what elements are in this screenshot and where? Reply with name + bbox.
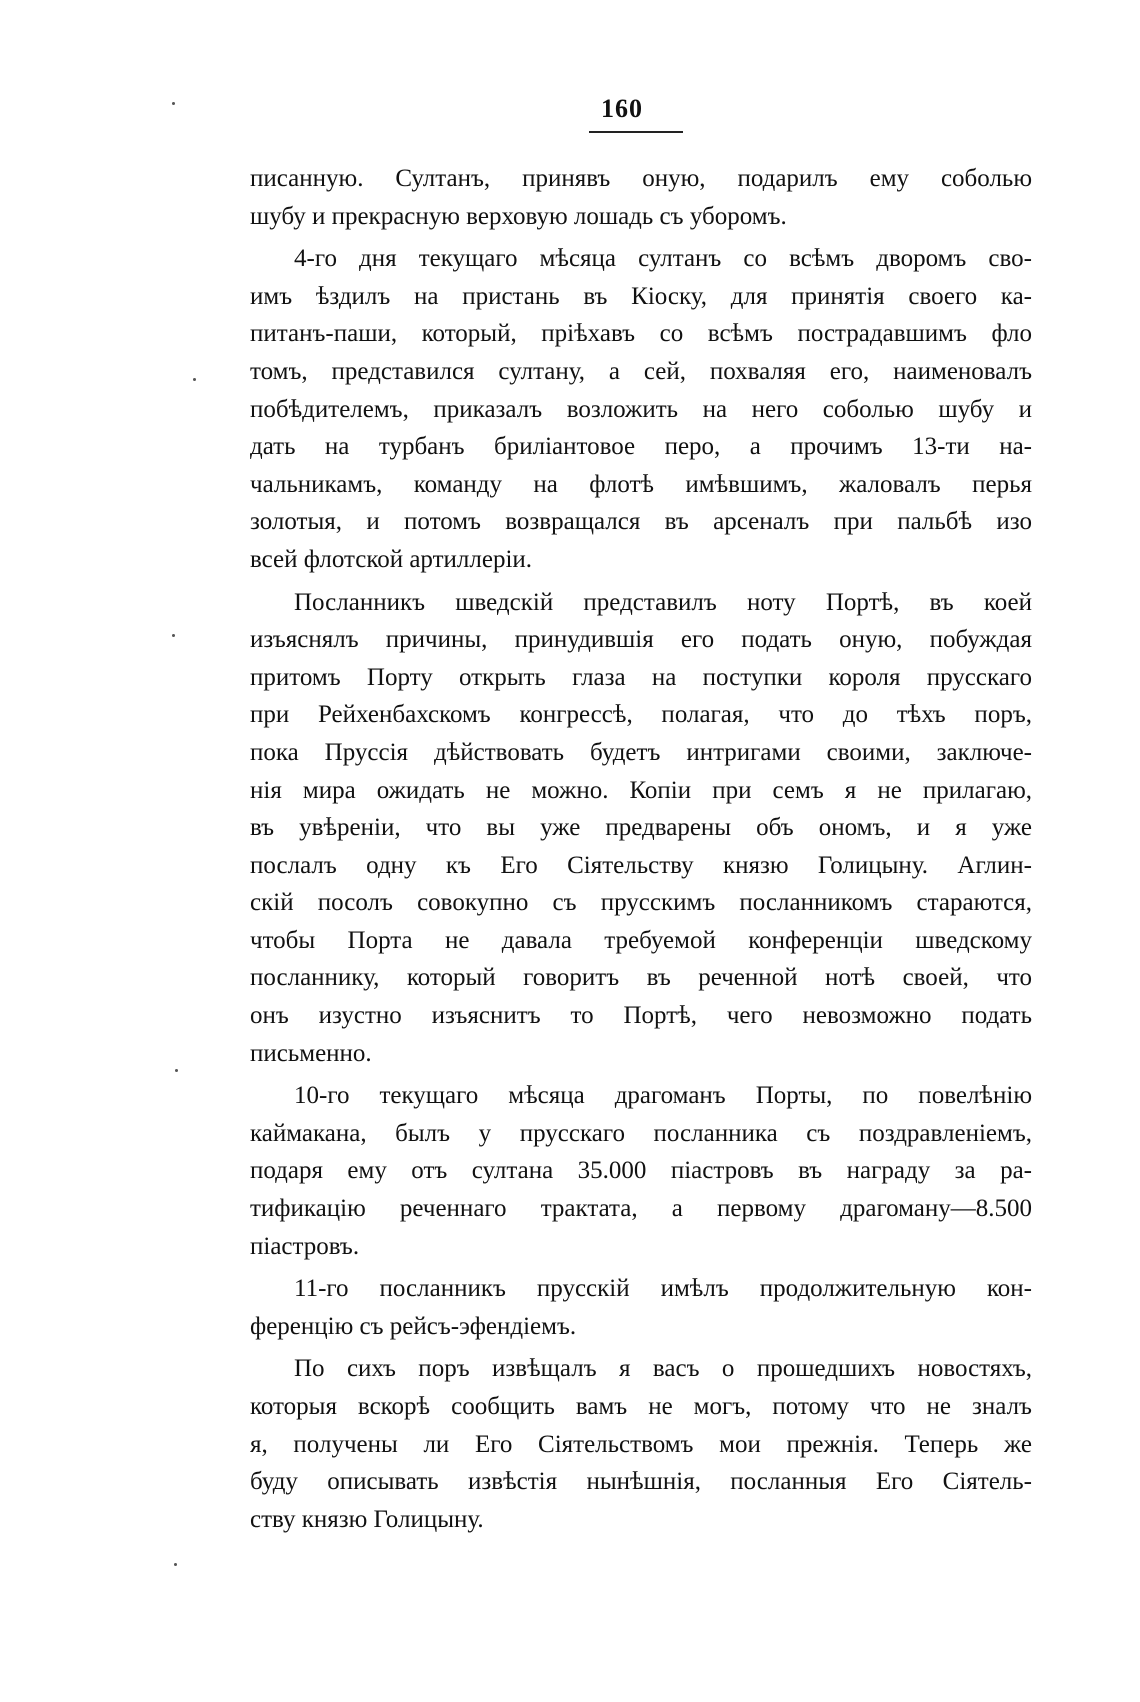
text-line: имъ ѣздилъ на пристань въ Кіоску, для принятія своего ка- [250, 282, 1032, 310]
text-line: пока Пруссія дѣйствовать будетъ интригами своими, заключе- [250, 738, 1032, 766]
text-line: томъ, представился султану, а сей, похваляя его, наименовалъ [250, 357, 1032, 385]
margin-mark [193, 378, 196, 381]
text-line: писанную. Султанъ, принявъ оную, подарилъ ему соболью [250, 165, 1032, 192]
body-text [250, 160, 1032, 1538]
text-line: при Рейхенбахскомъ конгрессѣ, полагая, что до тѣхъ поръ, [250, 701, 1032, 729]
margin-mark [172, 634, 175, 637]
page-number-rule [589, 131, 683, 133]
text-line: 10-го текущаго мѣсяца драгоманъ Порты, по повелѣнію [294, 1082, 1032, 1110]
paragraph-4 [250, 1077, 1032, 1265]
text-line: въ увѣреніи, что вы уже предварены объ ономъ, и я уже [250, 814, 1032, 842]
text-line: ству князю Голицыну. [250, 1505, 484, 1533]
text-line: побѣдителемъ, приказалъ возложить на него соболью шубу и [250, 395, 1032, 423]
paragraph-3 [250, 584, 1032, 1073]
text-line: 11-го посланникъ прусскій имѣлъ продолжительную кон- [294, 1275, 1032, 1303]
text-line: скій посолъ совокупно съ прусскимъ посланникомъ стараются, [250, 889, 1032, 917]
paragraph-2 [250, 240, 1032, 578]
paragraph-1 [250, 160, 1032, 235]
text-line: тификацію реченнаго трактата, а первому драгоману—8.500 [250, 1195, 1032, 1223]
text-line: каймакана, былъ у прусскаго посланника съ поздравленіемъ, [250, 1119, 1032, 1147]
text-line: посланнику, который говоритъ въ реченной нотѣ своей, что [250, 964, 1032, 992]
text-line: питанъ-паши, который, пріѣхавъ со всѣмъ пострадавшимъ фло [250, 320, 1032, 348]
margin-mark [172, 102, 175, 105]
text-line: я, получены ли Его Сіятельствомъ мои прежнія. Теперь же [250, 1430, 1032, 1458]
text-line: всей флотской артиллеріи. [250, 545, 533, 573]
text-line: 4-го дня текущаго мѣсяца султанъ со всѣмъ дворомъ сво- [294, 245, 1032, 273]
margin-mark [174, 1563, 177, 1566]
text-line: послалъ одну къ Его Сіятельству князю Голицыну. Аглин- [250, 851, 1032, 879]
text-line: золотыя, и потомъ возвращался въ арсеналъ при пальбѣ изо [250, 508, 1032, 536]
paragraph-6 [250, 1350, 1032, 1538]
text-line: чальникамъ, команду на флотѣ имѣвшимъ, жаловалъ перья [250, 470, 1032, 498]
margin-mark [175, 1069, 178, 1072]
text-line: Посланникъ шведскій представилъ ноту Портѣ, въ коей [294, 588, 1032, 616]
text-line: подаря ему отъ султана 35.000 піастровъ въ награду за ра- [250, 1157, 1032, 1185]
text-line: нія мира ожидать не можно. Копіи при семъ я не прилагаю, [250, 776, 1032, 804]
text-line: дать на турбанъ бриліантовое перо, а прочимъ 13-ти на- [250, 433, 1032, 461]
text-line: изъяснялъ причины, принудившія его подать оную, побуждая [250, 626, 1032, 654]
text-line: онъ изустно изъяснитъ то Портѣ, чего невозможно подать [250, 1002, 1032, 1030]
paragraph-5 [250, 1270, 1032, 1345]
text-line: притомъ Порту открыть глаза на поступки короля прусскаго [250, 663, 1032, 691]
text-line: шубу и прекрасную верховую лошадь съ уборомъ. [250, 202, 787, 230]
text-line: піастровъ. [250, 1232, 360, 1260]
text-line: чтобы Порта не давала требуемой конференціи шведскому [250, 926, 1032, 954]
text-line: письменно. [250, 1039, 372, 1067]
text-line: буду описывать извѣстія нынѣшнія, посланныя Его Сіятель- [250, 1468, 1032, 1496]
text-line: которыя вскорѣ сообщить вамъ не могъ, потому что не зналъ [250, 1393, 1032, 1420]
text-line: По сихъ поръ извѣщалъ я васъ о прошедшихъ новостяхъ, [294, 1355, 1032, 1383]
text-line: ференцію съ рейсъ-эфендіемъ. [250, 1312, 577, 1340]
page-number: 160 [601, 94, 643, 123]
